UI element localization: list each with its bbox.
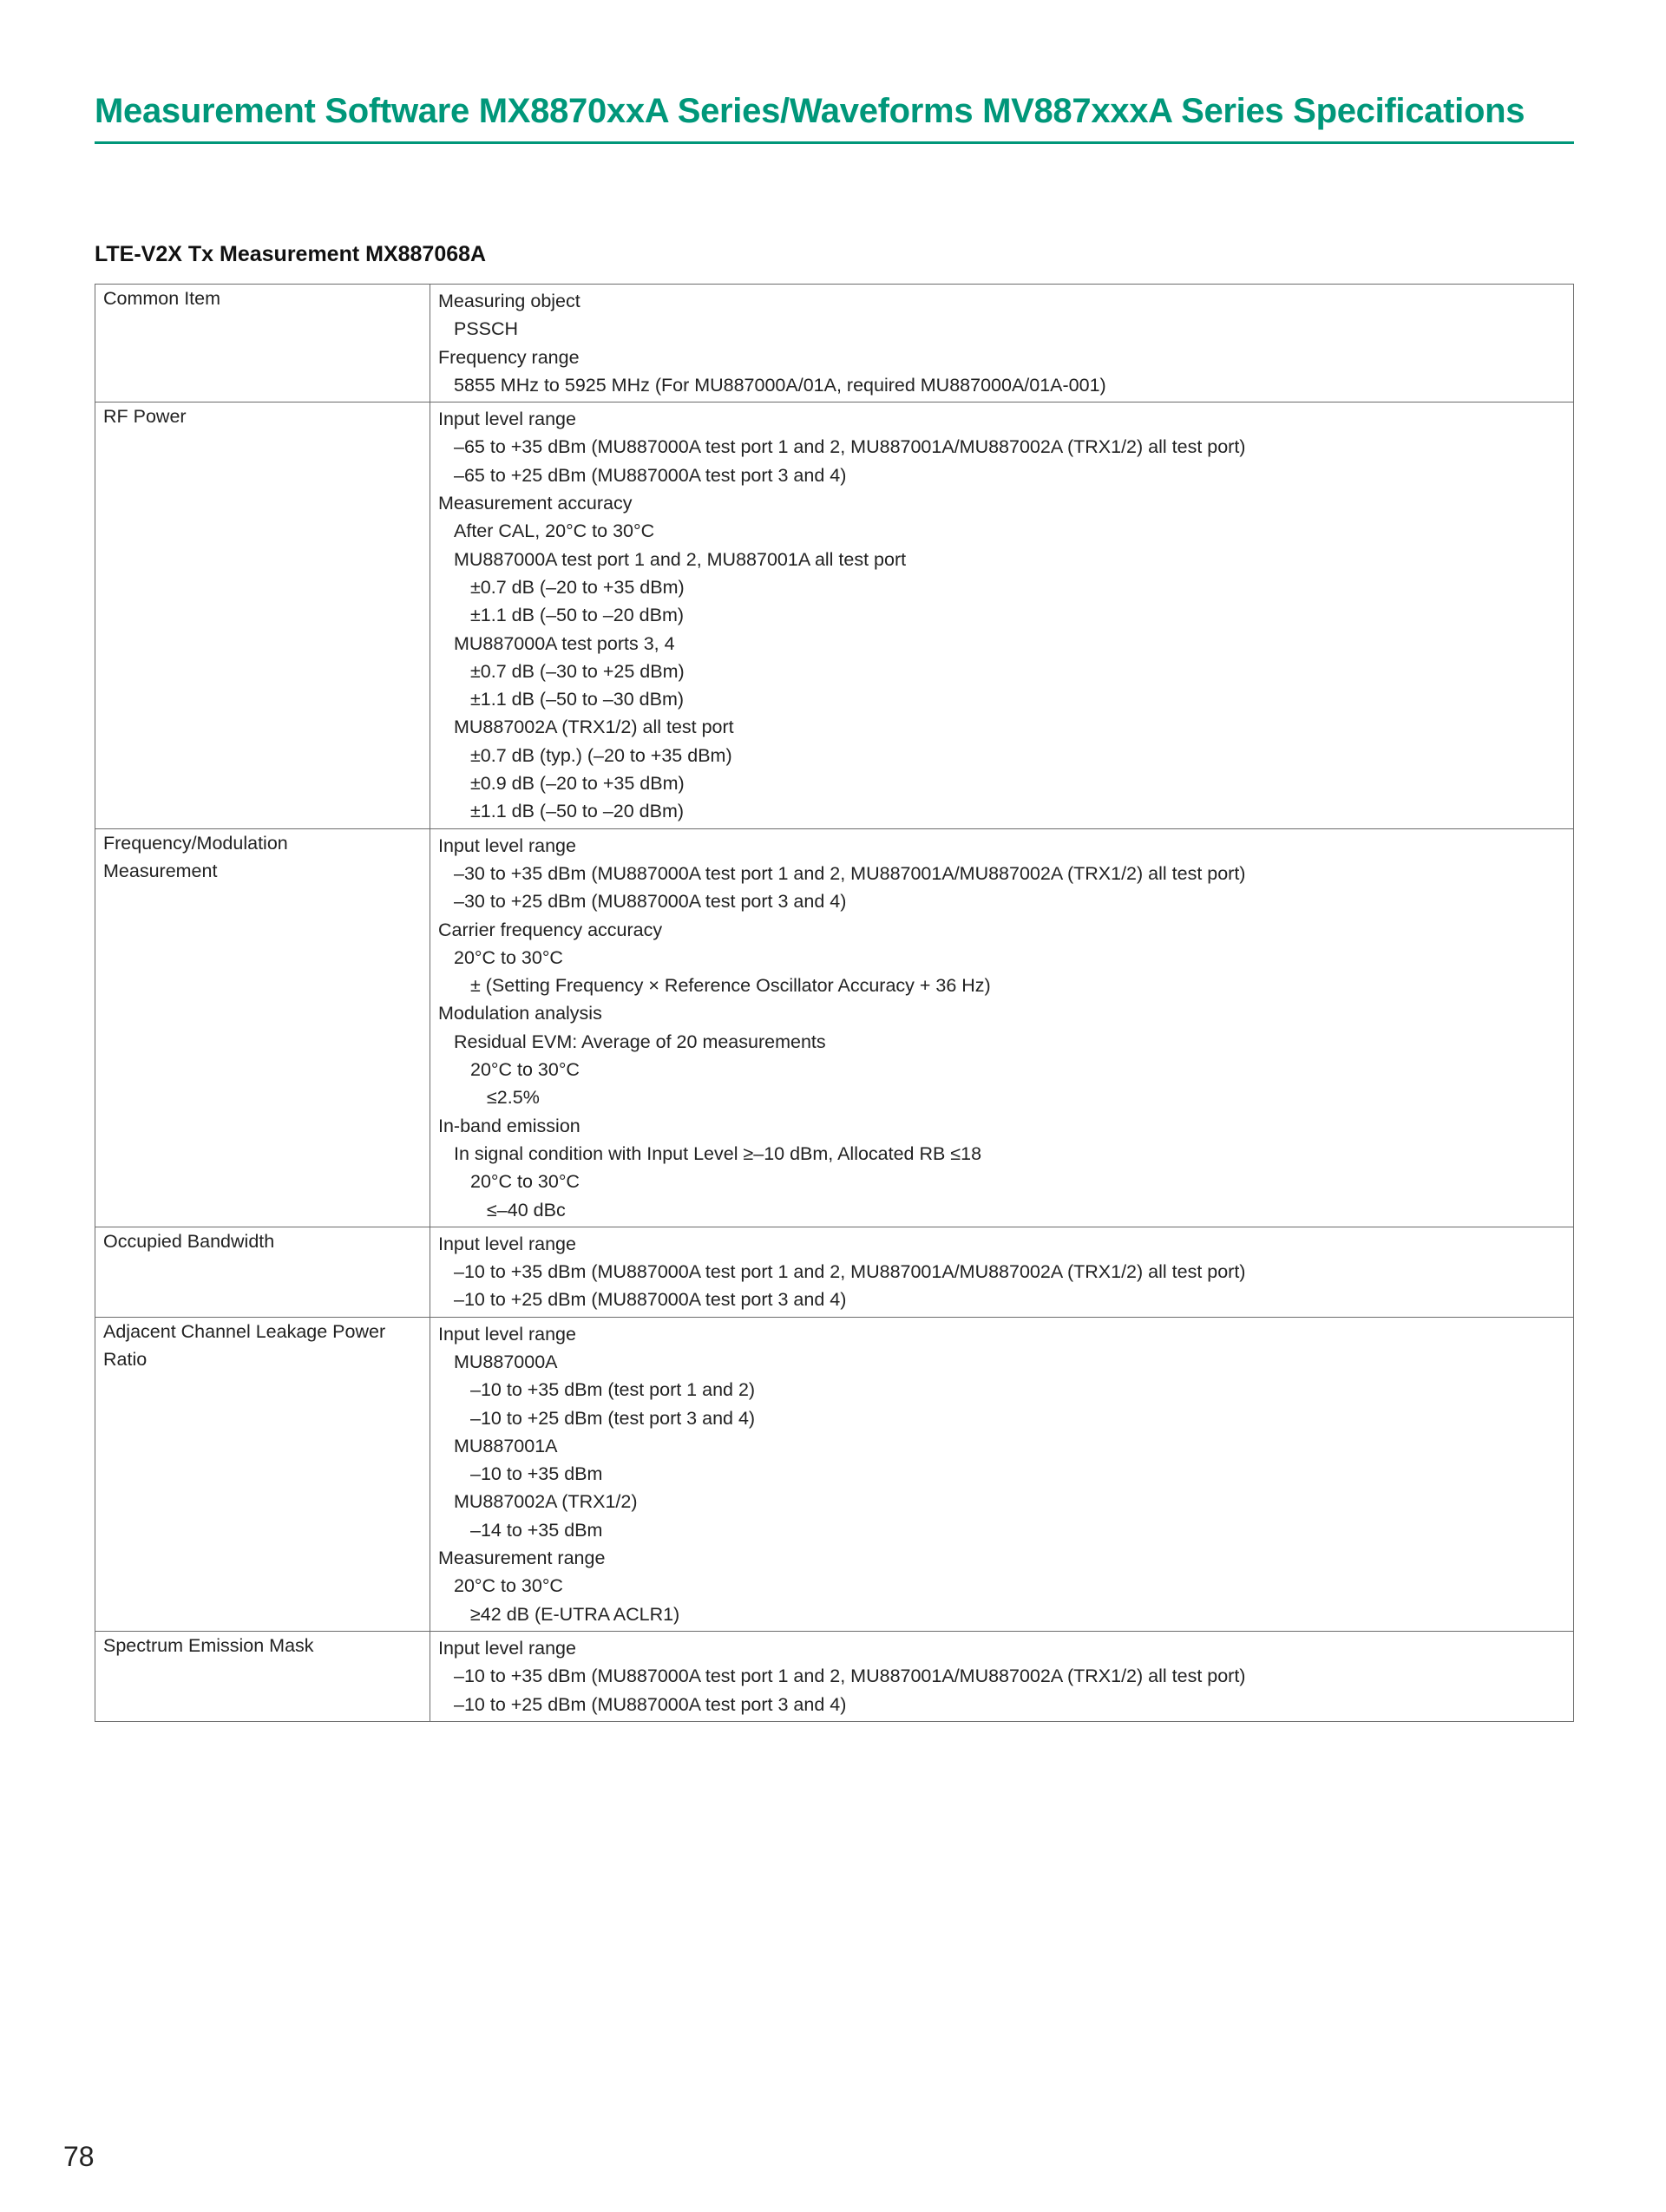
spec-line: ±1.1 dB (–50 to –20 dBm): [470, 801, 685, 822]
row-content-cell: [430, 402, 1574, 828]
row-content-cell: [430, 285, 1574, 402]
table-row: [95, 828, 1574, 1227]
spec-line: –14 to +35 dBm: [470, 1519, 603, 1541]
row-label-cell: [95, 285, 430, 402]
spec-line: 20°C to 30°C: [454, 1575, 563, 1597]
spec-line: 5855 MHz to 5925 MHz (For MU887000A/01A, required MU887000A/01A-001): [454, 374, 1106, 396]
row-content-cell: [430, 828, 1574, 1227]
section-title: LTE-V2X Tx Measurement MX887068A: [95, 242, 487, 266]
spec-line: ≤2.5%: [487, 1087, 540, 1109]
spec-line: Measurement range: [438, 1548, 606, 1569]
spec-line: –10 to +25 dBm (MU887000A test port 3 and 4): [454, 1289, 847, 1311]
row-label: Common Item: [103, 288, 221, 309]
title-divider: [95, 141, 1574, 144]
spec-line: Modulation analysis: [438, 1003, 602, 1024]
spec-line: ±1.1 dB (–50 to –20 dBm): [470, 605, 685, 626]
spec-line: MU887000A test ports 3, 4: [454, 632, 675, 654]
spec-line: After CAL, 20°C to 30°C: [454, 520, 655, 542]
spec-line: Input level range: [438, 1637, 576, 1659]
spec-line: ±0.7 dB (–30 to +25 dBm): [470, 660, 685, 682]
spec-line: Input level range: [438, 1233, 576, 1254]
spec-line: MU887000A test port 1 and 2, MU887001A all test port: [454, 548, 907, 570]
table-row: [95, 1317, 1574, 1631]
spec-line: –10 to +25 dBm (test port 3 and 4): [470, 1407, 756, 1429]
spec-line: –65 to +35 dBm (MU887000A test port 1 and 2, MU887001A/MU887002A (TRX1/2) all test port): [454, 436, 1246, 458]
spec-line: MU887002A (TRX1/2) all test port: [454, 717, 734, 738]
page-number: 78: [63, 2141, 95, 2172]
row-label-cell: [95, 402, 430, 828]
spec-line: ±0.7 dB (typ.) (–20 to +35 dBm): [470, 744, 732, 766]
table-row: [95, 1227, 1574, 1317]
spec-table-body: [95, 285, 1574, 1722]
spec-line: –10 to +35 dBm (test port 1 and 2): [470, 1379, 756, 1401]
row-label-cell: [95, 1317, 430, 1631]
spec-line: MU887002A (TRX1/2): [454, 1491, 638, 1513]
spec-line: –10 to +35 dBm (MU887000A test port 1 and 2, MU887001A/MU887002A (TRX1/2) all test port): [454, 1261, 1246, 1283]
spec-line: In signal condition with Input Level ≥–10 dBm, Allocated RB ≤18: [454, 1142, 982, 1164]
row-label-cell: [95, 1631, 430, 1721]
spec-line: –10 to +25 dBm (MU887000A test port 3 and 4): [454, 1693, 847, 1715]
row-content-cell: [430, 1317, 1574, 1631]
spec-line: Residual EVM: Average of 20 measurements: [454, 1031, 826, 1052]
table-row: [95, 1631, 1574, 1721]
row-label-cell: [95, 828, 430, 1227]
spec-line: 20°C to 30°C: [470, 1171, 580, 1193]
spec-line: –65 to +25 dBm (MU887000A test port 3 and 4): [454, 464, 847, 486]
row-label: Ratio: [103, 1348, 148, 1370]
spec-line: –10 to +35 dBm: [470, 1463, 603, 1485]
spec-line: Input level range: [438, 834, 576, 856]
spec-line: Frequency range: [438, 346, 580, 368]
spec-line: Measuring object: [438, 291, 580, 311]
spec-line: Carrier frequency accuracy: [438, 919, 663, 940]
spec-line: MU887001A: [454, 1435, 558, 1456]
row-content-cell: [430, 1631, 1574, 1721]
spec-line: 20°C to 30°C: [470, 1059, 580, 1081]
spec-line: In-band emission: [438, 1115, 580, 1136]
row-label: Measurement: [103, 860, 218, 881]
row-label: Frequency/Modulation: [103, 832, 288, 854]
row-content-cell: [430, 1227, 1574, 1317]
spec-table: [95, 284, 1574, 1722]
row-label: Spectrum Emission Mask: [103, 1634, 314, 1656]
spec-line: Input level range: [438, 409, 576, 430]
spec-line: ≥42 dB (E-UTRA ACLR1): [470, 1603, 680, 1625]
row-label: RF Power: [103, 406, 187, 428]
row-label-cell: [95, 1227, 430, 1317]
spec-line: Input level range: [438, 1323, 576, 1345]
spec-line: ±0.9 dB (–20 to +35 dBm): [470, 773, 685, 795]
table-row: [95, 285, 1574, 402]
spec-line: ≤–40 dBc: [487, 1199, 566, 1221]
spec-line: 20°C to 30°C: [454, 946, 563, 968]
spec-line: –30 to +35 dBm (MU887000A test port 1 and 2, MU887001A/MU887002A (TRX1/2) all test port): [454, 862, 1246, 884]
spec-line: ±1.1 dB (–50 to –30 dBm): [470, 689, 685, 710]
row-label: Occupied Bandwidth: [103, 1230, 275, 1252]
spec-line: ± (Setting Frequency × Reference Oscillator Accuracy + 36 Hz): [470, 975, 991, 997]
spec-line: –10 to +35 dBm (MU887000A test port 1 and 2, MU887001A/MU887002A (TRX1/2) all test port): [454, 1666, 1246, 1687]
table-row: [95, 402, 1574, 828]
spec-line: ±0.7 dB (–20 to +35 dBm): [470, 576, 685, 598]
spec-line: Measurement accuracy: [438, 493, 633, 514]
spec-line: –30 to +25 dBm (MU887000A test port 3 and 4): [454, 891, 847, 913]
page-title: Measurement Software MX8870xxA Series/Waveforms MV887xxxA Series Specifications: [95, 92, 1525, 130]
spec-line: MU887000A: [454, 1351, 558, 1372]
spec-line: PSSCH: [454, 318, 519, 340]
row-label: Adjacent Channel Leakage Power: [103, 1320, 386, 1342]
